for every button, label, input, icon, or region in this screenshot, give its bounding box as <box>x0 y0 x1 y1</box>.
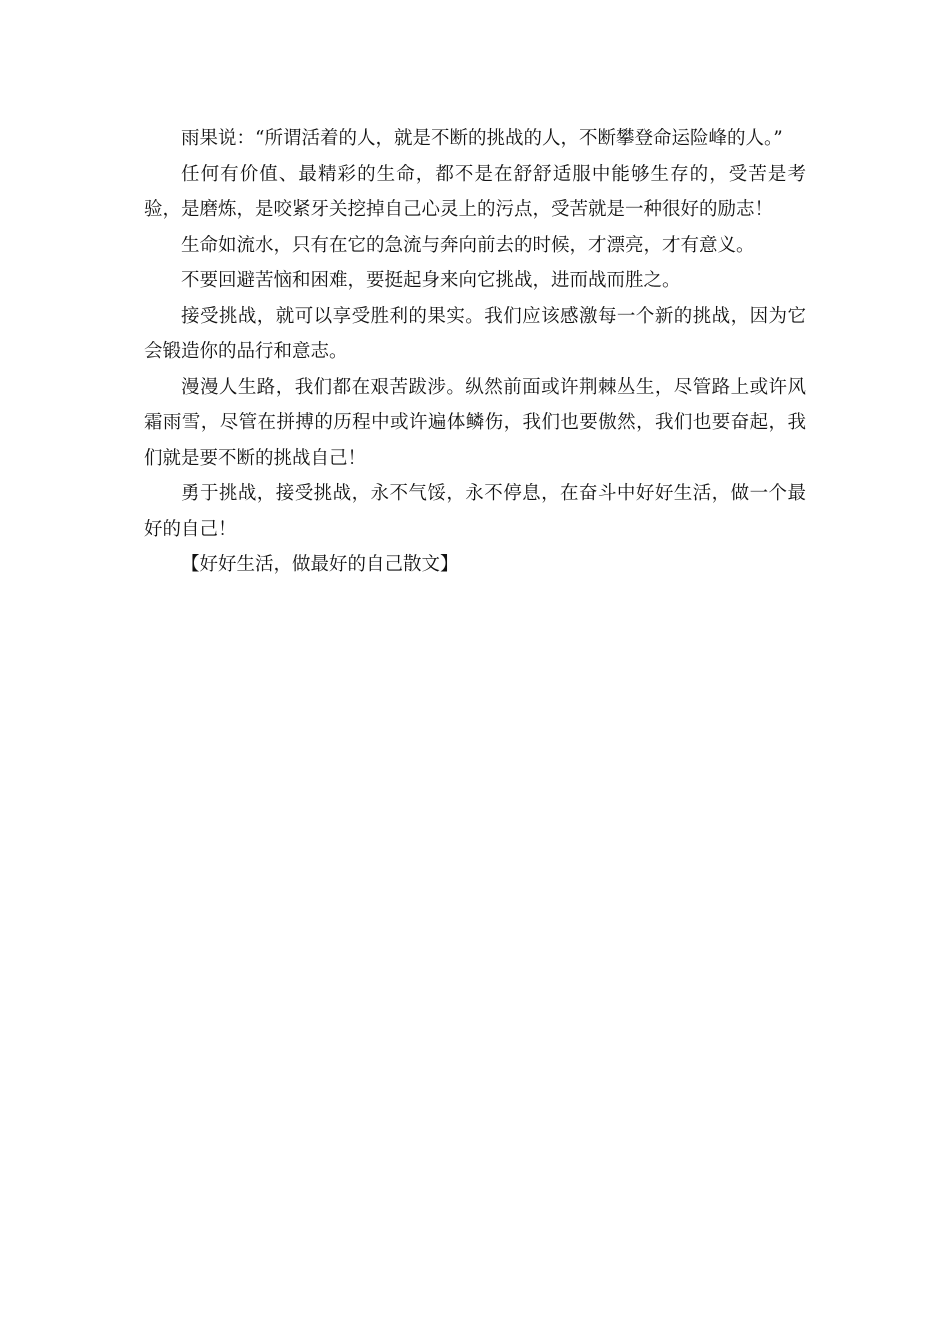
paragraph-hugo-quote: 雨果说：“所谓活着的人，就是不断的挑战的人，不断攀登命运险峰的人。” <box>181 128 783 149</box>
document-title-footer: 【好好生活，做最好的自己散文】 <box>181 554 459 575</box>
paragraph-life-road: 漫漫人生路，我们都在艰苦跋涉。纵然前面或许荆棘丛生，尽管路上或许风霜雨雪，尽管在拼搏的历程中或许遍体鳞伤，我们也要傲然，我们也要奋起，我们就是要不断的挑战自己！ <box>144 376 806 469</box>
paragraph-suffering: 任何有价值、最精彩的生命，都不是在舒舒适服中能够生存的，受苦是考验，是磨炼，是咬紧牙关挖掉自己心灵上的污点，受苦就是一种很好的励志！ <box>144 163 806 220</box>
paragraph-brave-challenge: 勇于挑战，接受挑战，永不气馁，永不停息，在奋斗中好好生活，做一个最好的自己！ <box>144 483 806 540</box>
paragraph-accept-challenge: 接受挑战，就可以享受胜利的果实。我们应该感激每一个新的挑战，因为它会锻造你的品行和意志。 <box>144 305 806 362</box>
document-body <box>144 121 806 583</box>
paragraph-flowing-water: 生命如流水，只有在它的急流与奔向前去的时候，才漂亮，才有意义。 <box>181 234 755 256</box>
paragraph-face-difficulty: 不要回避苦恼和困难，要挺起身来向它挑战，进而战而胜之。 <box>181 270 681 291</box>
